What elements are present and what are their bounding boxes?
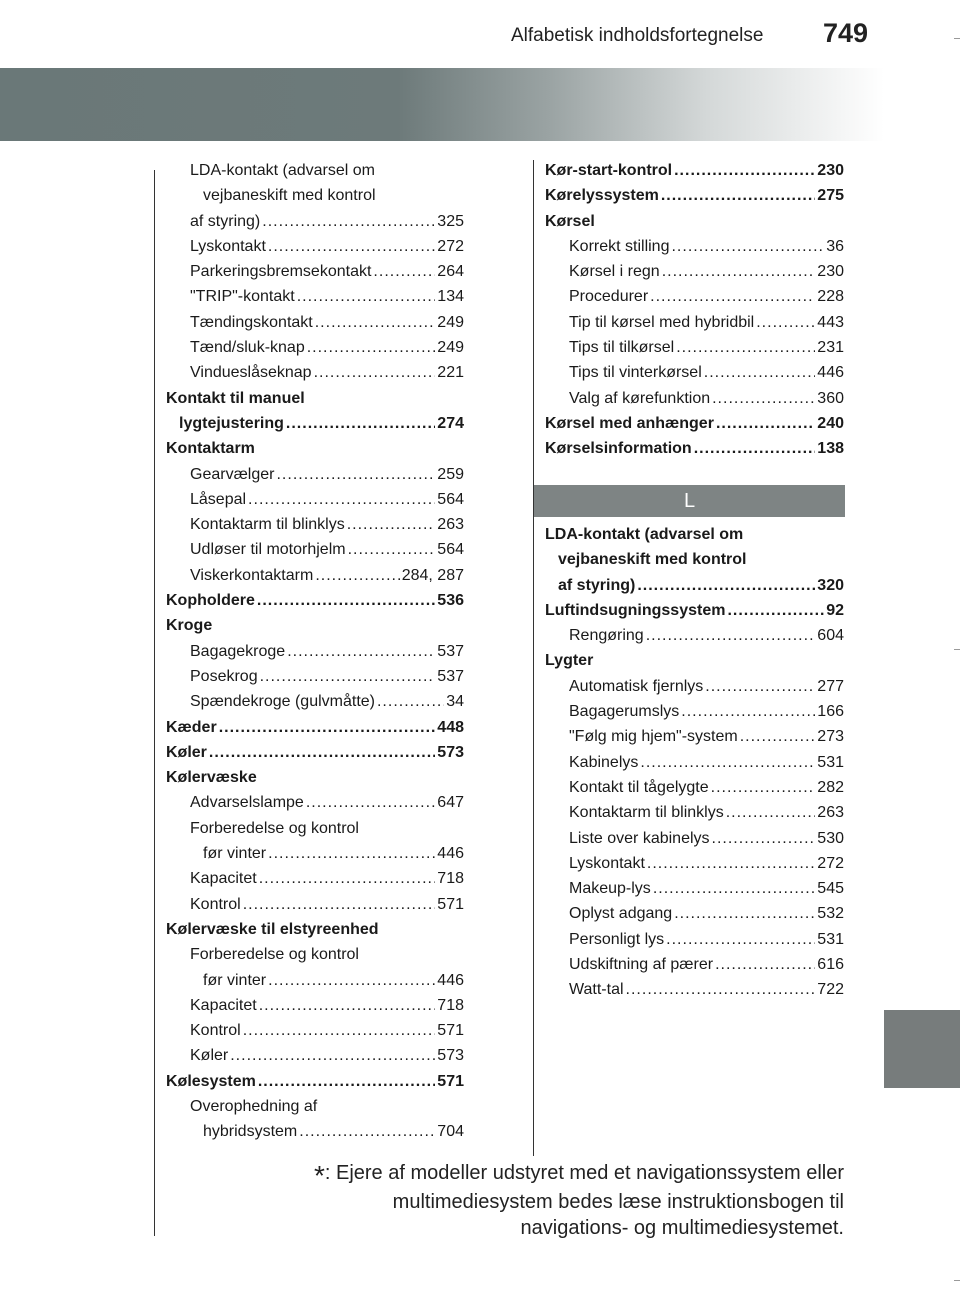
- dot-leader: [662, 259, 816, 284]
- dot-leader: [257, 588, 435, 613]
- index-term: Kør-start-kontrol: [545, 162, 673, 179]
- header-banner: [0, 68, 884, 141]
- index-entry: [166, 259, 464, 284]
- index-term: Rengøring: [569, 627, 644, 645]
- dot-leader: [268, 841, 435, 866]
- dot-leader: [705, 674, 815, 699]
- page-reference: 616: [817, 956, 844, 974]
- index-entry: [166, 866, 464, 891]
- dot-leader: [646, 623, 816, 648]
- page-reference: 448: [437, 718, 464, 736]
- index-term: Kørelyssystem: [545, 187, 659, 205]
- index-entry: [545, 284, 844, 309]
- dot-leader: [377, 689, 444, 714]
- index-term: Korrekt stilling: [569, 237, 670, 255]
- dot-leader: [740, 724, 816, 749]
- index-term: lygtejustering: [179, 414, 284, 432]
- index-entry: [545, 876, 844, 901]
- page-reference: 537: [437, 667, 464, 685]
- index-term: Kopholdere: [166, 592, 255, 610]
- dot-leader: [661, 183, 815, 208]
- page-reference: 446: [437, 971, 464, 989]
- dot-leader: [712, 826, 816, 851]
- index-term: Låsepal: [190, 490, 247, 508]
- page-reference: 571: [437, 1072, 464, 1090]
- index-entry: [545, 952, 844, 977]
- dot-leader: [315, 563, 399, 588]
- page-reference: 564: [437, 490, 464, 508]
- page-reference: 230: [817, 263, 844, 281]
- dot-leader: [666, 927, 815, 952]
- page-reference: 263: [437, 516, 464, 534]
- index-entry: [166, 462, 464, 487]
- column-divider-middle: [533, 160, 534, 1156]
- index-entry: [545, 209, 844, 234]
- index-term: Udløser til motorhjelm: [190, 541, 346, 559]
- dot-leader: [647, 851, 815, 876]
- index-entry: [166, 968, 464, 993]
- index-term: Udskiftning af pærer: [569, 956, 714, 974]
- page-reference: 282: [817, 778, 844, 796]
- page-reference: 231: [817, 339, 844, 357]
- footnote-line-3: navigations- og multimediesystemet.: [520, 1217, 844, 1239]
- index-entry: [545, 259, 844, 284]
- margin-tick: [954, 38, 960, 39]
- index-term: Tændingskontakt: [190, 313, 313, 331]
- dot-leader: [704, 360, 816, 385]
- index-entry: [545, 547, 844, 572]
- index-term: Makeup-lys: [569, 880, 651, 898]
- page-reference: 259: [437, 465, 464, 483]
- index-entry: [166, 917, 464, 942]
- dot-leader: [716, 411, 815, 436]
- index-term: vejbaneskift med kontrol: [203, 187, 376, 205]
- index-term: Kørsel: [545, 212, 595, 230]
- page-reference: 704: [437, 1123, 464, 1141]
- index-entry: [166, 411, 464, 436]
- dot-leader: [756, 310, 815, 335]
- index-entry: [166, 537, 464, 562]
- page-reference: 221: [437, 364, 464, 382]
- index-entry: [166, 689, 464, 714]
- dot-leader: [681, 699, 815, 724]
- dot-leader: [650, 284, 815, 309]
- index-term: Kontaktarm til blinklys: [190, 516, 345, 534]
- index-term: Kapacitet: [190, 870, 257, 888]
- index-term: Advarselslampe: [190, 794, 304, 812]
- index-entry: [545, 573, 844, 598]
- index-entry: [166, 335, 464, 360]
- index-term: Bagagerumslys: [569, 703, 680, 721]
- page-reference: 240: [817, 414, 844, 432]
- page-reference: 230: [817, 162, 844, 179]
- dot-leader: [348, 537, 436, 562]
- index-entry: [166, 942, 464, 967]
- index-entry: [545, 800, 844, 825]
- index-entry: [166, 715, 464, 740]
- index-term: Oplyst adgang: [569, 905, 673, 923]
- index-entry: [166, 284, 464, 309]
- index-entry: [166, 613, 464, 638]
- index-entry: [166, 993, 464, 1018]
- dot-leader: [653, 876, 815, 901]
- index-entry: [545, 335, 844, 360]
- index-term: Lyskontakt: [190, 237, 266, 255]
- index-entry: [545, 674, 844, 699]
- dot-leader: [209, 740, 435, 765]
- index-term: Kontakt til tågelygte: [569, 778, 709, 796]
- index-term: "TRIP"-kontakt: [190, 288, 295, 306]
- index-term: Parkeringsbremsekontakt: [190, 263, 372, 281]
- index-term: Kapacitet: [190, 996, 257, 1014]
- footnote-line-2: multimediesystem bedes læse instruktionsbogen til: [392, 1191, 844, 1213]
- index-entry: [166, 1094, 464, 1119]
- dot-leader: [314, 360, 436, 385]
- index-term: LDA-kontakt (advarsel om: [190, 162, 375, 179]
- dot-leader: [299, 1119, 435, 1144]
- index-entry: [166, 436, 464, 461]
- page-reference: 272: [437, 237, 464, 255]
- page-reference: 536: [437, 592, 464, 610]
- dot-leader: [640, 750, 815, 775]
- footnote-symbol: *: [313, 1160, 325, 1191]
- dot-leader: [711, 775, 816, 800]
- index-term: hybridsystem: [203, 1123, 298, 1141]
- page-reference: 325: [437, 212, 464, 230]
- index-term: Kroge: [166, 617, 213, 635]
- index-term: Kontrol: [190, 895, 241, 913]
- index-entry: [166, 892, 464, 917]
- index-term: Luftindsugningssystem: [545, 601, 726, 619]
- page-reference: 274: [437, 414, 464, 432]
- page-reference: 249: [437, 339, 464, 357]
- dot-leader: [297, 284, 436, 309]
- page-reference: 571: [437, 1022, 464, 1040]
- page-reference: 228: [817, 288, 844, 306]
- index-entry: [545, 360, 844, 385]
- index-entry: [166, 1043, 464, 1068]
- page-reference: 718: [437, 996, 464, 1014]
- index-term: Kølervæske: [166, 769, 257, 787]
- page-reference: 249: [437, 313, 464, 331]
- index-entry: [545, 522, 844, 547]
- dot-leader: [626, 977, 816, 1002]
- index-entry: [166, 1069, 464, 1094]
- index-entry: [545, 851, 844, 876]
- index-term: Procedurer: [569, 288, 649, 306]
- index-term: Kontakt til manuel: [166, 389, 305, 407]
- dot-leader: [258, 1069, 435, 1094]
- index-term: Kæder: [166, 718, 217, 736]
- index-entry: [166, 664, 464, 689]
- index-entry: [166, 639, 464, 664]
- index-term: Posekrog: [190, 667, 258, 685]
- index-entry: [166, 183, 464, 208]
- index-entry: [166, 841, 464, 866]
- dot-leader: [230, 1043, 435, 1068]
- index-term: Spændekroge (gulvmåtte): [190, 693, 375, 711]
- index-entry: [545, 648, 844, 673]
- page-reference: 272: [817, 854, 844, 872]
- dot-leader: [712, 386, 815, 411]
- index-term: "Følg mig hjem"-system: [569, 728, 738, 746]
- dot-leader: [347, 512, 436, 537]
- page-header-title: Alfabetisk indholdsfortegnelse: [511, 25, 764, 46]
- dot-leader: [307, 335, 436, 360]
- index-entry: [545, 977, 844, 1002]
- page-reference: 275: [817, 187, 844, 205]
- index-term: Tips til tilkørsel: [569, 339, 675, 357]
- index-entry: [545, 750, 844, 775]
- index-term: Tip til kørsel med hybridbil: [569, 313, 755, 331]
- index-entry: [545, 775, 844, 800]
- index-entry: [166, 158, 464, 183]
- index-term: af styring): [190, 212, 261, 230]
- page-reference: 277: [817, 677, 844, 695]
- index-entry: [166, 816, 464, 841]
- page-reference: 138: [817, 440, 844, 458]
- index-entry: [545, 826, 844, 851]
- index-entry: [545, 623, 844, 648]
- index-entry: [166, 512, 464, 537]
- index-term: Kontrol: [190, 1022, 241, 1040]
- dot-leader: [248, 487, 435, 512]
- page-reference: 273: [817, 728, 844, 746]
- page-reference: 545: [817, 880, 844, 898]
- index-term: Køler: [166, 743, 207, 761]
- dot-leader: [671, 234, 824, 259]
- index-entry: [545, 411, 844, 436]
- page-reference: 573: [437, 1047, 464, 1065]
- index-term: Tænd/sluk-knap: [190, 339, 305, 357]
- index-term: Kørsel i regn: [569, 263, 660, 281]
- index-term: Bagagekroge: [190, 642, 286, 660]
- margin-tick: [954, 649, 960, 650]
- index-term: LDA-kontakt (advarsel om: [545, 526, 744, 543]
- index-term: før vinter: [203, 845, 267, 863]
- index-term: Lygter: [545, 652, 594, 670]
- index-term: Lyskontakt: [569, 854, 645, 872]
- footnote: [290, 1160, 844, 1241]
- index-entry: [545, 901, 844, 926]
- dot-leader: [726, 800, 816, 825]
- page-reference: 443: [817, 313, 844, 331]
- page-reference: 36: [826, 237, 844, 255]
- index-term: Kørsel med anhænger: [545, 414, 714, 432]
- index-entry: [166, 360, 464, 385]
- page-reference: 564: [437, 541, 464, 559]
- index-term: Forberedelse og kontrol: [190, 946, 359, 964]
- dot-leader: [243, 892, 436, 917]
- page-reference: 573: [437, 743, 464, 761]
- index-entry: [545, 234, 844, 259]
- index-entry: [545, 158, 844, 183]
- dot-leader: [674, 158, 815, 183]
- dot-leader: [286, 411, 435, 436]
- margin-tick: [954, 1280, 960, 1281]
- index-term: Gearvælger: [190, 465, 275, 483]
- page-reference: 360: [817, 389, 844, 407]
- dot-leader: [268, 234, 435, 259]
- page-reference: 446: [437, 845, 464, 863]
- section-letter-bar: L: [534, 485, 845, 517]
- page-reference: 604: [817, 627, 844, 645]
- dot-leader: [262, 209, 435, 234]
- page-reference: 531: [817, 930, 844, 948]
- page-reference: 134: [437, 288, 464, 306]
- index-term: Kølesystem: [166, 1072, 256, 1090]
- page-reference: 263: [817, 804, 844, 822]
- index-term: Valg af kørefunktion: [569, 389, 711, 407]
- index-term: Overophedning af: [190, 1097, 318, 1115]
- page-reference: 446: [817, 364, 844, 382]
- index-entry: [166, 563, 464, 588]
- index-entry: [545, 183, 844, 208]
- index-term: før vinter: [203, 971, 267, 989]
- page-reference: 531: [817, 753, 844, 771]
- dot-leader: [268, 968, 435, 993]
- index-term: Forberedelse og kontrol: [190, 819, 359, 837]
- dot-leader: [727, 598, 824, 623]
- index-term: Personligt lys: [569, 930, 665, 948]
- index-entry: [545, 436, 844, 461]
- footnote-text: : Ejere af modeller udstyret med et navigationssystem eller: [324, 1162, 844, 1184]
- page-reference: 530: [817, 829, 844, 847]
- index-entry: [166, 209, 464, 234]
- index-entry: [166, 765, 464, 790]
- index-term: Viskerkontaktarm: [190, 566, 314, 584]
- index-term: Køler: [190, 1047, 229, 1065]
- dot-leader: [276, 462, 435, 487]
- index-term: Kørselsinformation: [545, 440, 692, 458]
- index-column-left: [166, 158, 464, 1145]
- dot-leader: [315, 310, 436, 335]
- index-entry: [166, 310, 464, 335]
- page-reference: 647: [437, 794, 464, 812]
- index-term: Kølervæske til elstyreenhed: [166, 920, 379, 938]
- page-reference: 284, 287: [401, 566, 464, 584]
- index-term: Liste over kabinelys: [569, 829, 710, 847]
- column-divider-left: [154, 170, 155, 1236]
- dot-leader: [694, 436, 816, 461]
- dot-leader: [287, 639, 435, 664]
- section-side-tab: [884, 1010, 960, 1088]
- page-reference: 264: [437, 263, 464, 281]
- index-term: Watt-tal: [569, 981, 624, 999]
- index-term: Kabinelys: [569, 753, 639, 771]
- index-entry: [545, 310, 844, 335]
- dot-leader: [219, 715, 436, 740]
- index-term: Automatisk fjernlys: [569, 677, 704, 695]
- index-entry: [545, 598, 844, 623]
- page-reference: 92: [826, 601, 844, 619]
- index-entry: [166, 386, 464, 411]
- dot-leader: [259, 993, 436, 1018]
- index-term: af styring): [558, 576, 636, 594]
- dot-leader: [243, 1018, 436, 1043]
- page-reference: 537: [437, 642, 464, 660]
- footnote-line-1: [290, 1160, 844, 1189]
- index-term: Vindueslåseknap: [190, 364, 312, 382]
- dot-leader: [373, 259, 435, 284]
- index-entry: [545, 699, 844, 724]
- index-entry: [166, 487, 464, 512]
- page-reference: 166: [817, 703, 844, 721]
- index-entry: [166, 740, 464, 765]
- dot-leader: [715, 952, 815, 977]
- index-entry: [166, 790, 464, 815]
- index-term: Tips til vinterkørsel: [569, 364, 702, 382]
- index-term: Kontaktarm: [166, 440, 255, 458]
- index-column-right-bottom: [545, 522, 844, 1003]
- dot-leader: [259, 866, 436, 891]
- page-reference: 34: [446, 693, 464, 711]
- page-reference: 722: [817, 981, 844, 999]
- index-entry: [166, 588, 464, 613]
- index-term: vejbaneskift med kontrol: [558, 551, 747, 569]
- page-reference: 320: [817, 576, 844, 594]
- dot-leader: [674, 901, 815, 926]
- index-entry: [545, 386, 844, 411]
- dot-leader: [676, 335, 815, 360]
- page-reference: 532: [817, 905, 844, 923]
- index-entry: [166, 1119, 464, 1144]
- index-column-right-top: [545, 158, 844, 462]
- index-entry: [545, 724, 844, 749]
- index-entry: [545, 927, 844, 952]
- index-entry: [166, 1018, 464, 1043]
- page-reference: 718: [437, 870, 464, 888]
- dot-leader: [260, 664, 436, 689]
- dot-leader: [637, 573, 815, 598]
- page-reference: 571: [437, 895, 464, 913]
- dot-leader: [306, 790, 435, 815]
- page-number: 749: [822, 18, 868, 48]
- index-term: Kontaktarm til blinklys: [569, 804, 724, 822]
- index-entry: [166, 234, 464, 259]
